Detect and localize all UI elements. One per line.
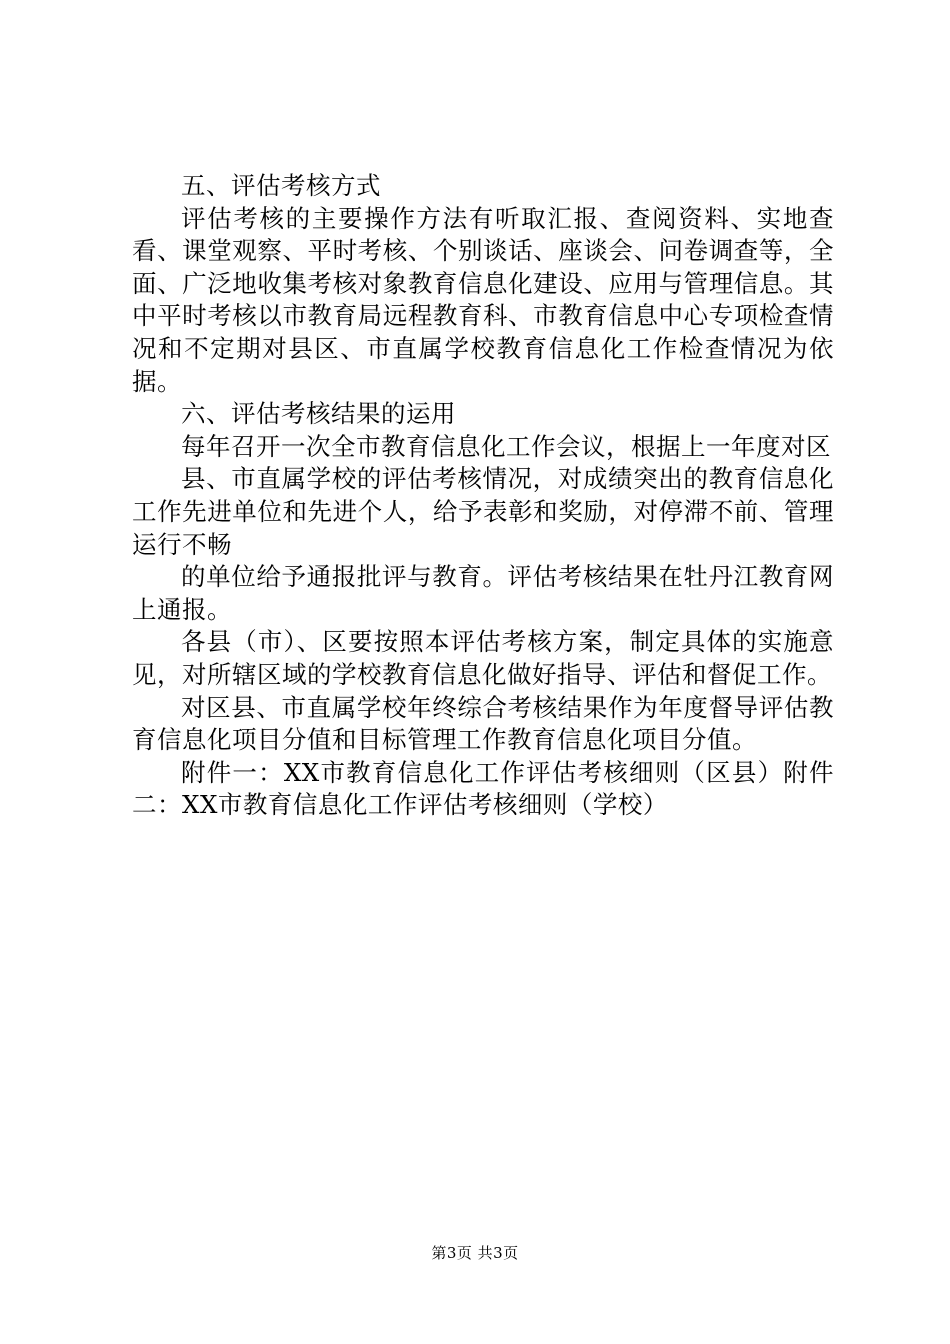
- paragraph-commendation: 县、市直属学校的评估考核情况，对成绩突出的教育信息化工作先进单位和先进个人，给予表彰和奖励，对停滞不前、管理运行不畅: [132, 464, 834, 559]
- paragraph-evaluation-method: 评估考核的主要操作方法有听取汇报、查阅资料、实地查看、课堂观察、平时考核、个别谈话、座谈会、问卷调查等，全面、广泛地收集考核对象教育信息化建设、应用与管理信息。其中平时考核以市教育局远程教育科、市教育信息中心专项检查情况和不定期对县区、市直属学校教育信息化工作检查情况为依据。: [132, 203, 834, 396]
- paragraph-attachments: 附件一：XX市教育信息化工作评估考核细则（区县）附件二：XX市教育信息化工作评估考核细则（学校）: [132, 757, 834, 820]
- page-footer: [0, 1243, 950, 1263]
- section-heading-evaluation-method: 五、评估考核方式: [181, 171, 381, 200]
- page-number: 第3页 共3页: [431, 1244, 519, 1262]
- paragraph-county-implementation: 各县（市）、区要按照本评估考核方案，制定具体的实施意见，对所辖区域的学校教育信息化做好指导、评估和督促工作。: [132, 627, 834, 689]
- paragraph-annual-meeting: 每年召开一次全市教育信息化工作会议，根据上一年度对区: [181, 431, 831, 461]
- section-heading-result-application: 六、评估考核结果的运用: [181, 399, 456, 429]
- document-body: [132, 170, 834, 822]
- paragraph-annual-assessment: 对区县、市直属学校年终综合考核结果作为年度督导评估教育信息化项目分值和目标管理工作教育信息化项目分值。: [132, 692, 834, 755]
- paragraph-criticism: 的单位给予通报批评与教育。评估考核结果在牡丹江教育网上通报。: [132, 562, 834, 624]
